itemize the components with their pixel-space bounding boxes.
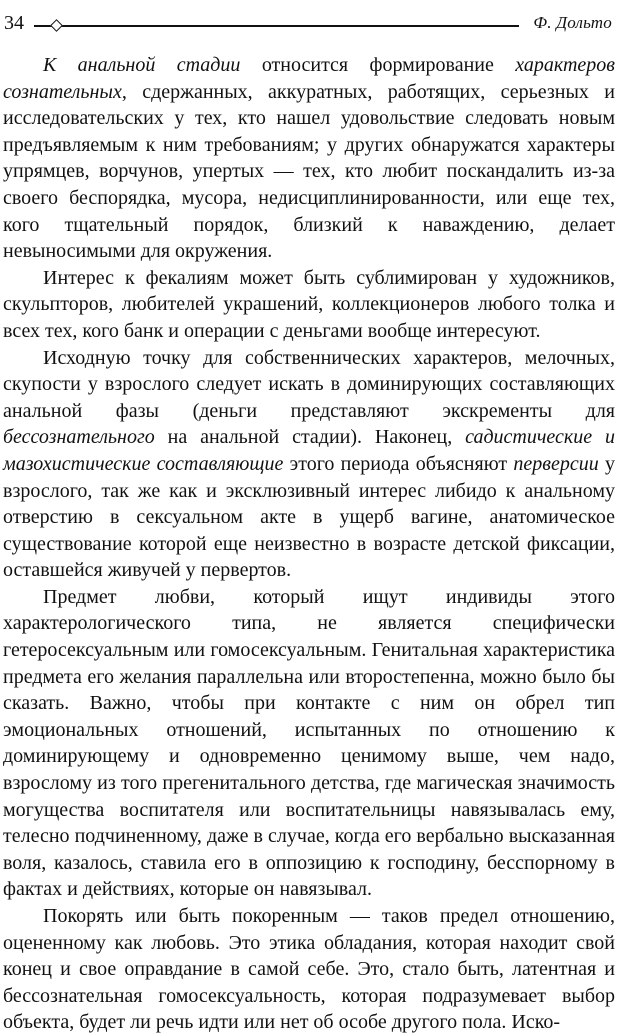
text-run: у взрослого, так же как и эксклюзивный интерес либидо к анальному отверстию в сексуальном акте в ущерб вагине, анатомическое существование которой еще неизвестно в возрасте детской фиксации, оставшейся живучей у первертов.: [3, 452, 615, 582]
italic-term: характеров сознательных: [3, 54, 615, 103]
text-run: относится формирование: [240, 54, 516, 76]
paragraph: [3, 584, 615, 903]
page-header: [4, 8, 612, 38]
italic-term: К анальной стадии: [43, 54, 241, 76]
text-run: Исходную точку для собственнических характеров, мелочных, скупости у взрослого следует искать в доминирующих составляющих анальной фазы (деньги представляют экскременты для: [3, 346, 615, 422]
text-run: на анальной стадии). Наконец,: [154, 426, 466, 449]
paragraph: [3, 345, 615, 584]
paragraph: [3, 903, 615, 1036]
italic-term: садистические и мазохистические составляющие: [3, 426, 615, 475]
text-run: , сдержанных, аккуратных, работящих, серьезных и исследовательских у тех, кто нашел удовольствие следовать новым предъявляемым к ним требованиям; у других обнаружатся характеры упрямцев, ворчунов, упертых — тех, кто любит поскандалить из-за своего беспорядка, мусора, недисциплинированности, или еще тех, кого тщательный порядок, близкий к наваждению, делает невыносимыми для окружения.: [3, 80, 615, 263]
paragraph: [3, 52, 615, 265]
header-rule: [34, 25, 519, 27]
paragraph: [3, 265, 615, 345]
italic-term: перверсии: [513, 452, 599, 475]
running-title: Ф. Дольто: [533, 13, 612, 32]
text-run: Покорять или быть покоренным — таков предел отношению, оцененному как любовь. Это этика обладания, которая находит свой конец и свое оправдание в самой себе. Это, стало быть, латентная и бессознательная гомосексуальность, которая подразумевает выбор объекта, будет ли речь идти или нет об особе другого пола. Иско-: [3, 905, 615, 1034]
text-run: этого периода объясняют: [283, 452, 514, 475]
text-run: Интерес к фекалиям может быть сублимирован у художников, скульпторов, любителей украшений, коллекционеров любого толка и всех тех, кого банк и операции с деньгами вообще интересуют.: [3, 266, 615, 342]
body-text: [3, 52, 615, 1036]
text-run: Предмет любви, который ищут индивиды этого характерологического типа, не является специфически гетеросексуальным или гомосексуальным. Генитальная характеристика предмета его желания параллельна или второстепенна, можно было бы сказать. Важно, чтобы при контакте с ним он обрел тип эмоциональных отношений, испытанных по отношению к доминирующему и одновременно ценимому выше, чем надо, взрослому из того прегенитального детства, где магическая значимость могущества воспитателя или воспитательницы навязывалась ему, телесно подчиненному, даже в случае, когда его вербально высказанная воля, казалось, ставила его в оппозицию к господину, бесспорному в фактах и действиях, которые он навязывал.: [3, 585, 615, 901]
page-number: 34: [4, 12, 24, 34]
italic-term: бессознательного: [3, 426, 155, 449]
diamond-ornament-icon: [50, 19, 63, 32]
